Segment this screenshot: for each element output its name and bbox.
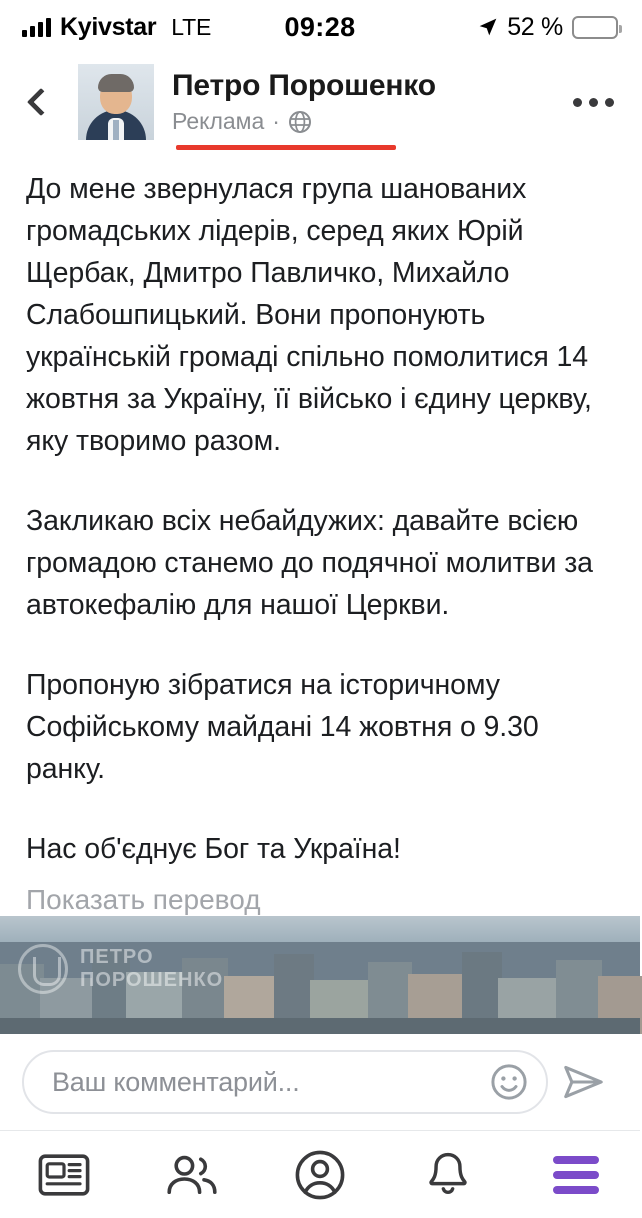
send-icon: [560, 1059, 606, 1105]
subline-separator: ·: [272, 108, 280, 134]
post-subline: [172, 108, 436, 135]
more-options-button[interactable]: [569, 90, 618, 115]
sponsored-label: Реклама: [172, 108, 265, 134]
back-button[interactable]: [18, 92, 64, 112]
watermark-logo-icon: [18, 944, 68, 994]
globe-icon: [288, 110, 312, 134]
tab-menu[interactable]: [512, 1131, 640, 1218]
tab-profile[interactable]: [256, 1131, 384, 1218]
post-header-text: [172, 69, 436, 135]
carrier-label: Kyivstar: [60, 12, 157, 41]
red-underline-annotation: [176, 145, 396, 150]
post-photo[interactable]: [0, 916, 640, 1034]
post-paragraph-4: Нас об'єднує Бог та Україна!: [26, 833, 401, 865]
watermark-line-1: ПЕТРО: [80, 946, 154, 968]
battery-percent-label: 52 %: [507, 12, 563, 41]
tab-notifications[interactable]: [384, 1131, 512, 1218]
network-type-label: LTE: [171, 13, 212, 40]
author-name[interactable]: Петро Порошенко: [172, 69, 436, 102]
back-chevron-icon: [27, 88, 55, 116]
avatar[interactable]: [78, 64, 154, 140]
post-header: [0, 54, 640, 144]
watermark-text: [80, 946, 223, 992]
more-options-icon: [573, 98, 582, 107]
profile-icon: [294, 1149, 346, 1201]
comment-bar: [0, 1034, 640, 1130]
send-button[interactable]: [548, 1059, 618, 1105]
status-clock: 09:28: [284, 11, 356, 42]
news-feed-icon: [38, 1152, 90, 1198]
post-paragraph-1: До мене звернулася група шанованих громадських лідерів, серед яких Юрій Щербак, Дмитро Павличко, Михайло Слабошпицький. Вони пропонують українській громаді спільно помолитися 14 жовтня за Україну, її військо і єдину церкву, яку творимо разом.: [26, 173, 592, 457]
watermark-line-2: ПОРОШЕНКО: [80, 969, 224, 991]
battery-icon: [572, 16, 618, 39]
status-bar: [0, 0, 640, 54]
comment-placeholder: Ваш комментарий...: [52, 1066, 300, 1097]
tab-friends[interactable]: [128, 1131, 256, 1218]
bell-icon: [424, 1150, 472, 1200]
post-paragraph-3: Пропоную зібратися на історичному Софійському майдані 14 жовтня о 9.30 ранку.: [26, 669, 539, 785]
hamburger-menu-icon: [553, 1156, 599, 1194]
post-paragraph-2: Закликаю всіх небайдужих: давайте всією громадою станемо до подячної молитви за автокефалію для нашої Церкви.: [26, 505, 593, 621]
tab-news-feed[interactable]: [0, 1131, 128, 1218]
tab-bar: [0, 1130, 640, 1218]
post-body: [0, 144, 640, 916]
smiley-icon[interactable]: [488, 1061, 530, 1103]
friends-icon: [164, 1152, 220, 1198]
photo-watermark: [18, 944, 223, 994]
show-translation-link[interactable]: Показать перевод: [26, 884, 261, 915]
comment-input[interactable]: [22, 1050, 548, 1114]
